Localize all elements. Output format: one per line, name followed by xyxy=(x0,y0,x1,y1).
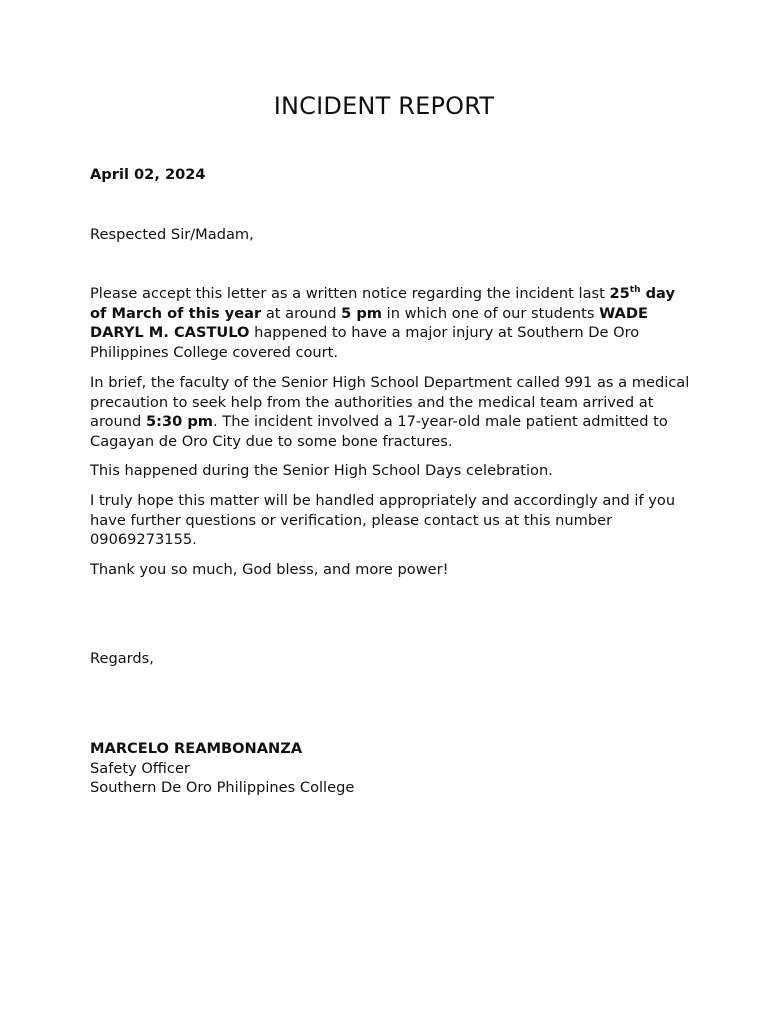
p1-text-3: in which one of our students xyxy=(382,304,600,322)
incident-day-suffix: th xyxy=(629,285,641,295)
signature-block xyxy=(90,739,690,798)
paragraph-thanks: Thank you so much, God bless, and more power! xyxy=(90,561,449,578)
signatory-position: Safety Officer xyxy=(90,759,190,777)
salutation: Respected Sir/Madam, xyxy=(90,226,254,243)
paragraph-event: This happened during the Senior High School Days celebration. xyxy=(90,462,553,479)
p1-text-1: Please accept this letter as a written notice regarding the incident last xyxy=(90,285,610,302)
incident-date-rest: day of March of this year xyxy=(90,285,675,322)
closing: Regards, xyxy=(90,650,154,667)
paragraph-contact: I truly hope this matter will be handled appropriately and accordingly and if you have further questions or verification, please contact us at this number 09069273155. xyxy=(90,492,676,549)
paragraph-incident-notice xyxy=(90,284,690,362)
p2-text-2: . The incident involved a 17-year-old male patient admitted to Cagayan de Oro City due to some bone fractures. xyxy=(90,413,668,450)
paragraph-brief xyxy=(90,373,690,451)
p2-text-1: In brief, the faculty of the Senior High School Department called 991 as a medical precaution to seek help from the authorities and the medical team arrived at around xyxy=(90,374,690,431)
signatory-organization: Southern De Oro Philippines College xyxy=(90,779,355,797)
incident-day-number: 25 xyxy=(609,285,630,302)
p1-text-2: at around xyxy=(261,304,342,322)
signatory-name: MARCELO REAMBONANZA xyxy=(90,740,303,757)
arrival-time: 5:30 pm xyxy=(145,413,213,431)
letter-date: April 02, 2024 xyxy=(90,166,206,183)
incident-time: 5 pm xyxy=(341,304,382,322)
p1-text-4: happened to have a major injury at Southern De Oro Philippines College covered court. xyxy=(90,324,640,361)
student-name: WADE DARYL M. CASTULO xyxy=(90,304,648,342)
document-title: INCIDENT REPORT xyxy=(273,92,495,120)
